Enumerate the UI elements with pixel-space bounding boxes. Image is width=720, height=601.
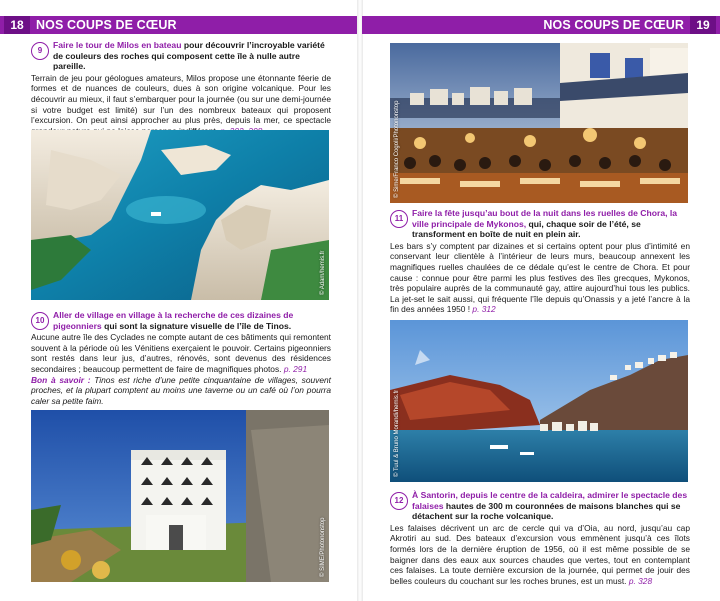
item-headline: [412, 208, 690, 240]
headline-highlight: Faire la fête jusqu’au bout de la nuit dans les ruelles de Chora, la ville principale de Mykonos,: [412, 208, 678, 229]
page-reference: p. 312: [472, 304, 496, 315]
milos-rocks-photo: [31, 130, 329, 300]
page-reference: p. 328: [628, 575, 653, 586]
item-body: [31, 332, 331, 406]
item-number-badge: 10: [31, 312, 49, 330]
body-text: Les falaises décrivent un arc de cercle qui va d’Oia, au nord, jusqu’au cap Akrotiri au sud. Des bateaux d’excursion vous emmènent jusqu’à ces îlots formés lors de la dernière éruption de 1956, où il est même possible de se baigner dans des eaux aux sources chaudes que vertes, tout en contemplant ces falaises. La toute dernière excursion de la journée, qui permet de jouir des belles couleurs du couchant sur les roches brunes, est un must.: [390, 522, 690, 586]
tip-text: Tinos est riche d’une petite cinquantaine de villages, souvent proches, et la plupart comptent au moins une taverne ou un café où l’on pourra caler sa petite faim.: [31, 374, 331, 406]
item-number-badge: 11: [390, 210, 408, 228]
highlight-item: [31, 40, 331, 136]
right-page: [362, 0, 720, 601]
headline-rest: pour découvrir l’incroyable variété de couleurs des roches qui composent cette île à nulle autre pareille.: [53, 40, 325, 72]
item-headline: [53, 310, 331, 331]
photo-credit: © SIME/Photononstop: [320, 517, 326, 577]
tinos-dovecote-photo: [31, 410, 329, 582]
mykonos-night-photo: [390, 43, 688, 203]
item-body: [31, 73, 331, 137]
section-title: NOS COUPS DE CŒUR: [543, 18, 684, 32]
photo-credit: © Tuul & Bruno Morandi/hemis.fr: [394, 389, 400, 477]
headline-rest: qui sont la signature visuelle de l’île de Tinos.: [101, 320, 292, 331]
headline-highlight: À Santorin, depuis le centre de la caldeira, admirer le spectacle des falaises: [412, 490, 688, 511]
item-body: [390, 523, 690, 587]
body-text: Aucune autre île des Cyclades ne compte autant de ces bâtiments qui remontent souvent à la période où les Vénitiens exerçaient le pouvoir. Certains pigeonniers sont restés dans leur jus, d’autres, rénovés, sont devenus des résidences secondaires ; beaucoup permettent de faire de magnifiques photos.: [31, 332, 331, 374]
headline-rest: hautes de 300 m couronnées de maisons blanches qui se détachent sur la roche volcanique.: [412, 500, 681, 522]
item-headline: [412, 490, 690, 522]
section-title: NOS COUPS DE CŒUR: [36, 18, 177, 32]
body-text: Terrain de jeu pour géologues amateurs, Milos propose une étonnante féerie de formes et de nuances de couleurs, dues à son origine volcanique. Pour les découvrir au mieux, il faut s’embarquer pour la journée (ou sur une demi-journée si votre budget est limité) sur l’un des nombreux bateaux qui proposent l’excursion. On peut ainsi approcher au plus près, depuis la mer, ce spectacle: [31, 72, 331, 126]
page-header: [362, 16, 720, 34]
item-headline: [53, 40, 331, 72]
highlight-item: [390, 490, 690, 586]
item-number-badge: 9: [31, 42, 49, 60]
highlight-item: [31, 310, 331, 406]
santorini-caldera-photo: [390, 320, 688, 482]
page-number: 18: [4, 16, 30, 34]
page-reference: p. 291: [283, 363, 308, 374]
highlight-item: [390, 208, 690, 315]
page-header: [0, 16, 358, 34]
page-number: 19: [690, 16, 716, 34]
headline-highlight: Aller de village en village à la recherche de ces dizaines de pigeonniers: [53, 310, 294, 331]
left-page: [0, 0, 358, 601]
body-text: Les bars s’y comptent par dizaines et si certains optent pour plus d’intimité en conservant leur clientèle à l’intérieur de leurs murs, beaucoup annexent les magnifiques ruelles chaulées de ce dédale qu’est le centre de Chora. Et pour cause : connue pour être parmi les plus festives des îles grecques, Mykonos, très populaire auprès de la communauté gay, attire aujourd’hui tous les publics. La jet-set le sait aussi, qui fréquente l’île depuis qu’Onassis y a jeté l’ancre à la fin des années 1950 !: [390, 240, 690, 315]
photo-credit: © Adam/hemis.fr: [320, 250, 326, 295]
item-body: [390, 241, 690, 315]
item-number-badge: 12: [390, 492, 408, 510]
headline-highlight: Faire le tour de Milos en bateau: [53, 40, 182, 50]
headline-rest: qui, chaque soir de l’été, se transforment en boîte de nuit en plein air.: [412, 218, 641, 240]
photo-credit: © Sime/Franco Cogoli/Photononstop: [394, 100, 400, 198]
tip-label: Bon à savoir :: [31, 374, 91, 385]
